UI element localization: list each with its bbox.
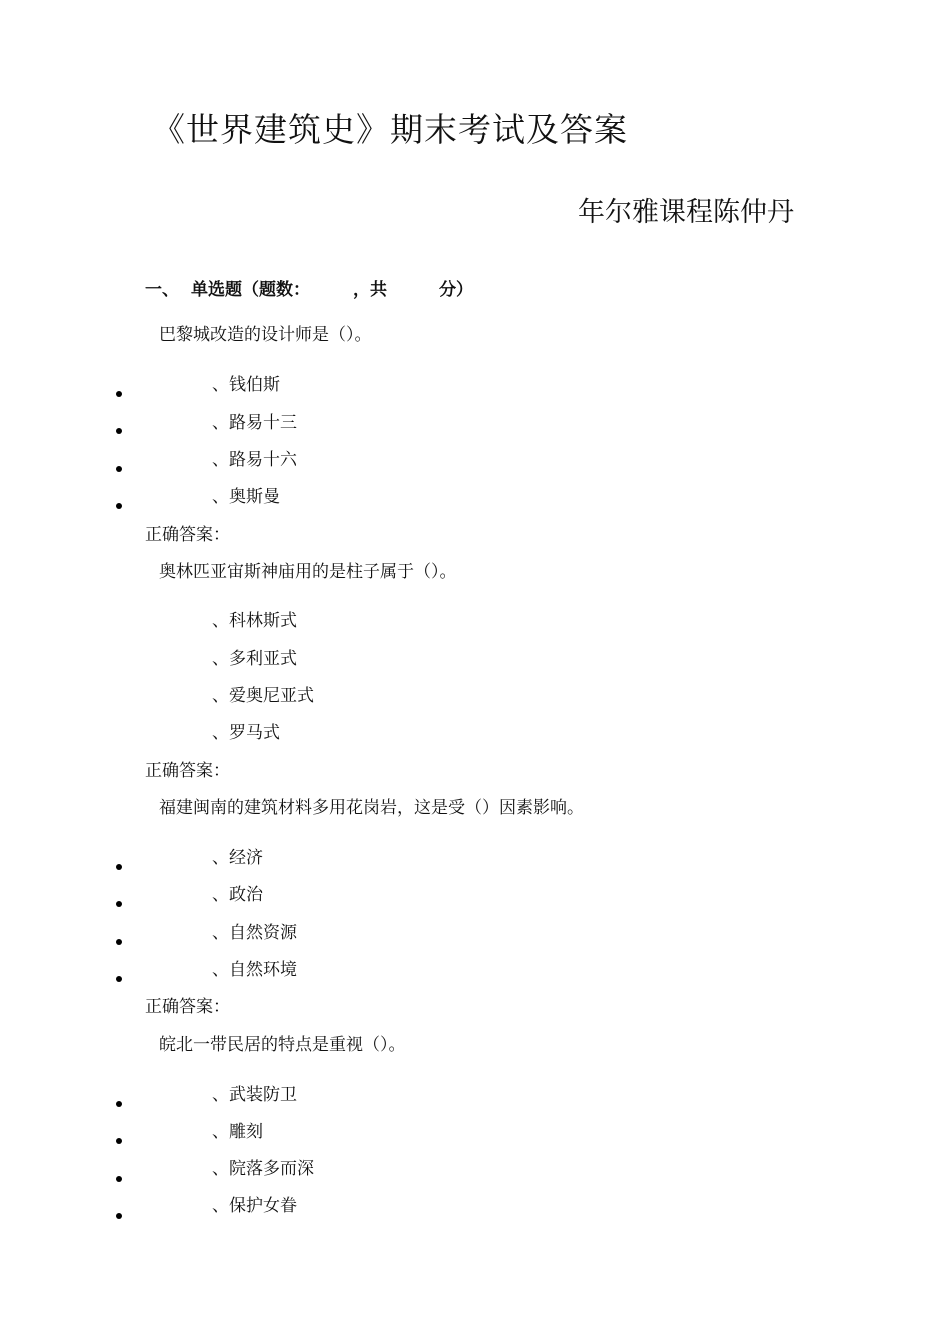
bullet-dot — [116, 901, 122, 907]
section-name: 单选题（题数： — [191, 280, 310, 300]
bullet-dot — [116, 503, 122, 509]
bullet-dot — [116, 939, 122, 945]
document-title: 《世界建筑史》期末考试及答案 — [152, 110, 628, 149]
option-item: 、奥斯曼 — [212, 487, 280, 507]
option-item: 、保护女眷 — [212, 1196, 297, 1216]
section-score-part: 分） — [439, 280, 473, 300]
bullet-dot — [116, 1138, 122, 1144]
bullet-dot — [116, 976, 122, 982]
answer-label: 正确答案： — [145, 997, 230, 1017]
section-count-part: ，共 — [353, 280, 387, 300]
option-item: 、经济 — [212, 848, 263, 868]
bullet-dot — [116, 1213, 122, 1219]
section-number: 一、 — [145, 280, 179, 300]
bullet-dot — [116, 391, 122, 397]
author-line: 年尔雅课程陈仲丹 — [578, 197, 794, 228]
option-item: 、多利亚式 — [212, 649, 297, 669]
option-item: 、院落多而深 — [212, 1159, 314, 1179]
bullet-dot — [116, 1101, 122, 1107]
question-text: 奥林匹亚宙斯神庙用的是柱子属于（）。 — [159, 562, 457, 582]
bullet-dot — [116, 428, 122, 434]
bullet-dot — [116, 466, 122, 472]
answer-label: 正确答案： — [145, 761, 230, 781]
option-item: 、路易十三 — [212, 413, 297, 433]
question-text: 巴黎城改造的设计师是（）。 — [159, 325, 372, 345]
question-text: 福建闽南的建筑材料多用花岗岩，这是受（）因素影响。 — [159, 798, 584, 818]
bullet-dot — [116, 864, 122, 870]
question-text: 皖北一带民居的特点是重视（）。 — [159, 1035, 406, 1055]
option-item: 、路易十六 — [212, 450, 297, 470]
option-item: 、爱奥尼亚式 — [212, 686, 314, 706]
option-item: 、雕刻 — [212, 1122, 263, 1142]
option-item: 、政治 — [212, 885, 263, 905]
option-item: 、武装防卫 — [212, 1085, 297, 1105]
option-item: 、钱伯斯 — [212, 375, 280, 395]
option-item: 、自然资源 — [212, 923, 297, 943]
option-item: 、罗马式 — [212, 723, 280, 743]
option-item: 、科林斯式 — [212, 611, 297, 631]
option-item: 、自然环境 — [212, 960, 297, 980]
answer-label: 正确答案： — [145, 525, 230, 545]
bullet-dot — [116, 1176, 122, 1182]
